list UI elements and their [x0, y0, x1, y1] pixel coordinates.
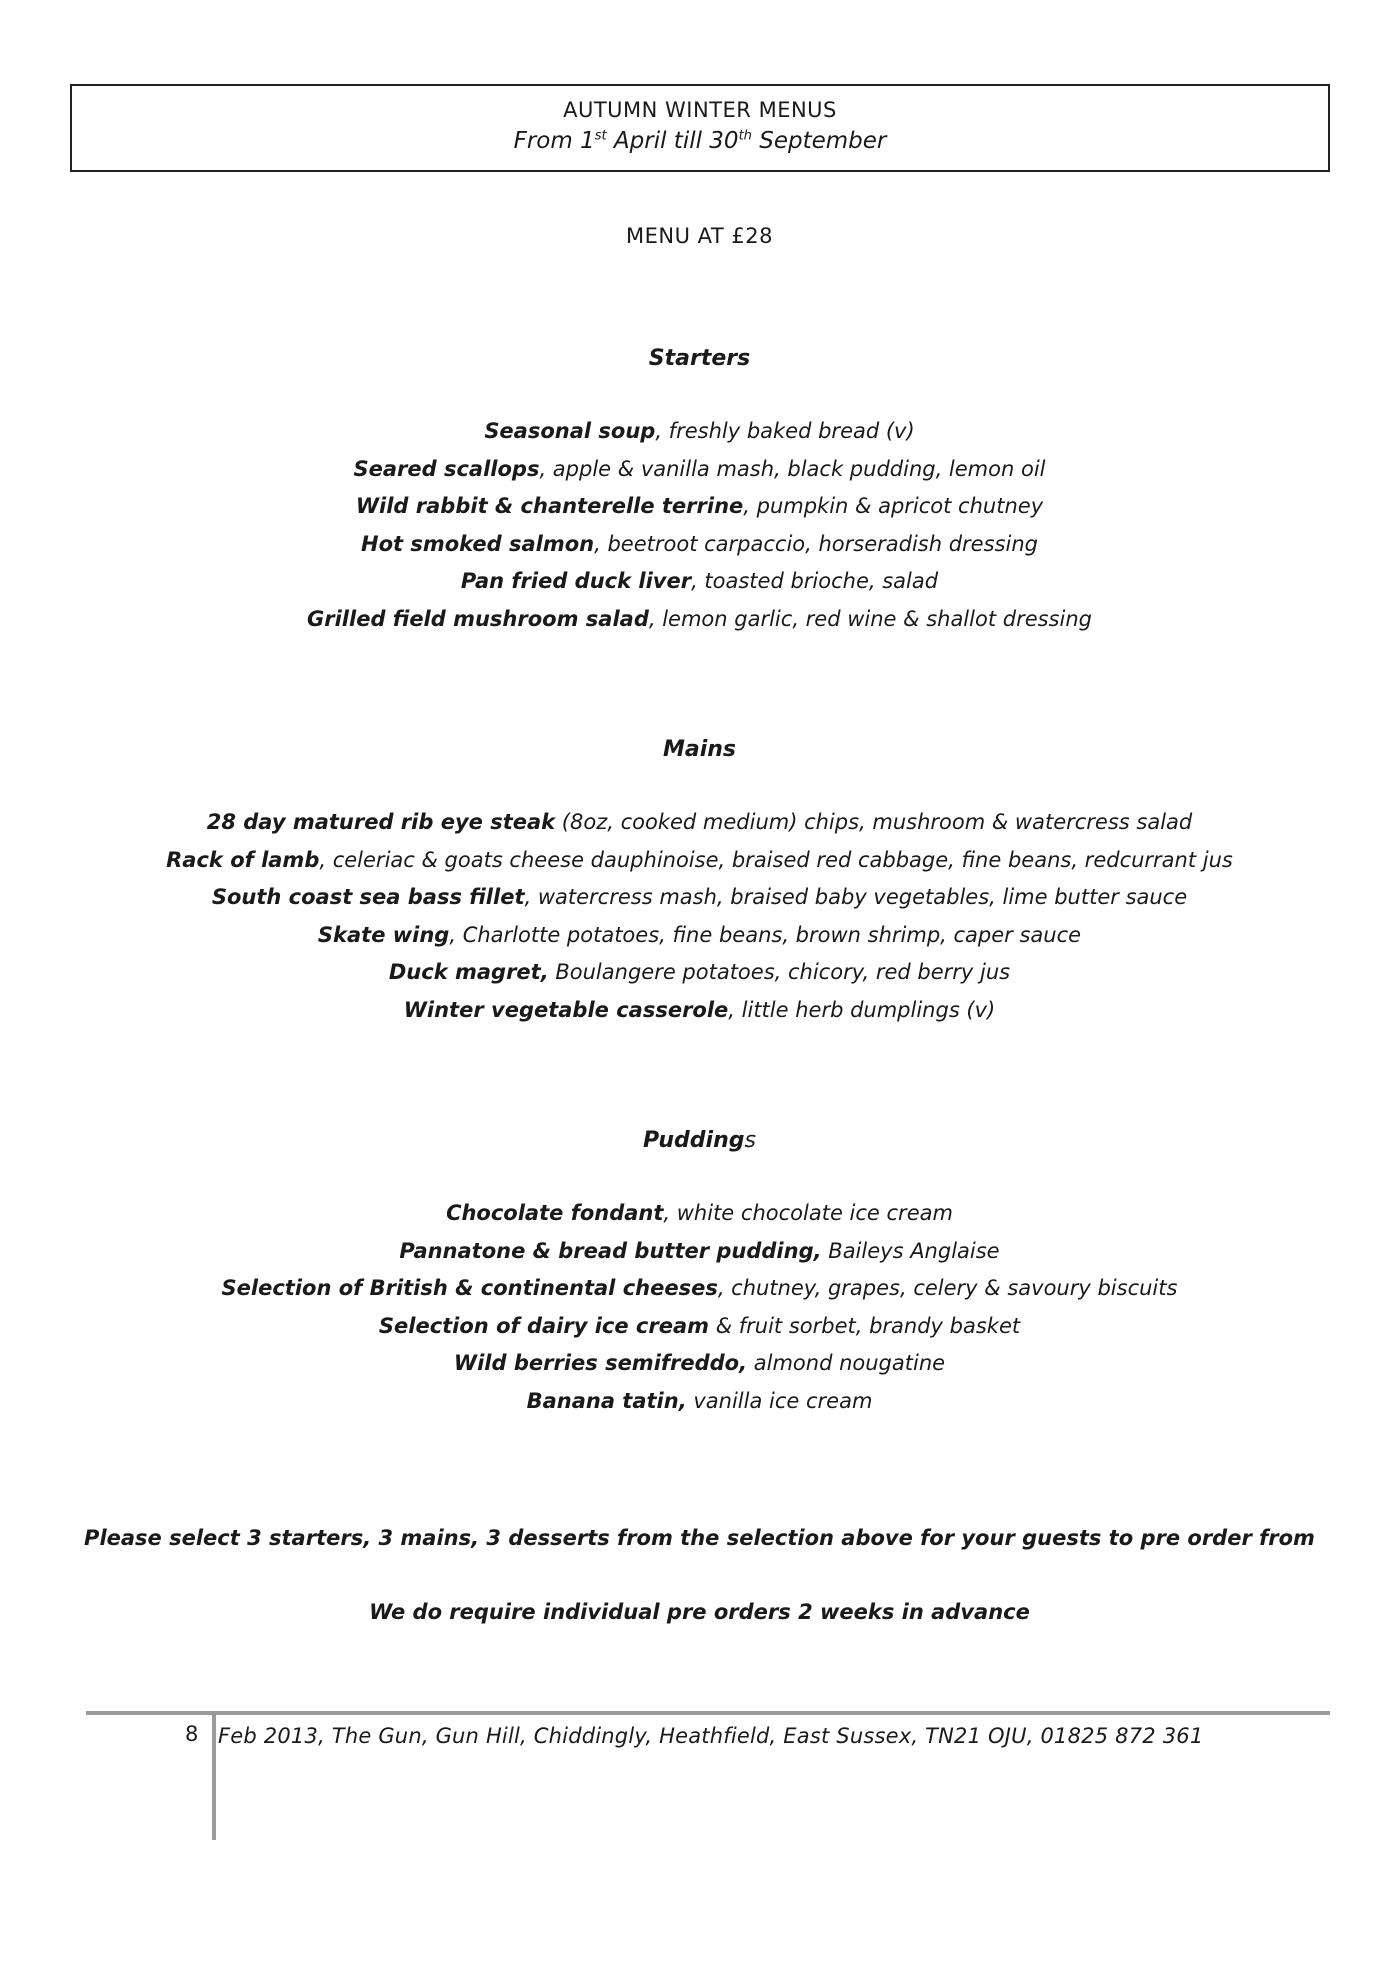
main-item — [0, 917, 1399, 955]
footer-address: Feb 2013, The Gun, Gun Hill, Chiddingly, Heathfield, East Sussex, TN21 OJU, 01825 872 361 — [218, 1724, 1204, 1748]
starter-item — [0, 526, 1399, 564]
preorder-note: We do require individual pre orders 2 weeks in advance — [369, 1600, 1030, 1624]
dish-description: , Charlotte potatoes, fine beans, brown shrimp, caper sauce — [449, 922, 1082, 947]
starter-item — [0, 413, 1399, 451]
dish-description: , lemon garlic, red wine & shallot dressing — [648, 606, 1092, 631]
dish-description: , chutney, grapes, celery & savoury biscuits — [717, 1276, 1178, 1300]
dish-description: , white chocolate ice cream — [663, 1201, 953, 1225]
pudding-item — [0, 1233, 1399, 1271]
dish-name: Pan fried duck liver — [460, 569, 692, 593]
dish-name: Wild rabbit & chanterelle terrine — [355, 494, 744, 518]
date-mid-text: April till 30 — [606, 128, 739, 154]
selection-note: Please select 3 starters, 3 mains, 3 desserts from the selection above for your guests to pre order from — [84, 1526, 1315, 1550]
main-item — [0, 954, 1399, 992]
date-from-text: From 1 — [513, 128, 595, 154]
menu-price: MENU AT £28 — [626, 224, 773, 248]
pudding-item — [0, 1270, 1399, 1308]
dish-description: , apple & vanilla mash, black pudding, lemon oil — [539, 456, 1046, 481]
dish-description: & fruit sorbet, brandy basket — [709, 1313, 1021, 1338]
puddings-section — [0, 1128, 1399, 1420]
dish-name: Selection of dairy ice cream — [378, 1313, 710, 1338]
puddings-heading-suffix: s — [744, 1128, 756, 1153]
puddings-heading-bold: Pudding — [643, 1128, 745, 1153]
dish-description: vanilla ice cream — [686, 1388, 873, 1413]
dish-description: almond nougatine — [747, 1351, 946, 1375]
dish-name: Banana tatin, — [526, 1388, 687, 1413]
starters-heading: Starters — [648, 346, 751, 371]
mains-heading: Mains — [662, 737, 737, 762]
menu-title-box — [70, 84, 1330, 172]
dish-name: Chocolate fondant — [446, 1201, 664, 1225]
dish-name: Winter vegetable casserole — [403, 997, 729, 1022]
starter-item — [0, 451, 1399, 489]
dish-name: Seasonal soup — [484, 419, 656, 443]
date-from-ordinal: st — [594, 128, 607, 144]
main-item — [0, 992, 1399, 1030]
menu-title: AUTUMN WINTER MENUS — [563, 98, 837, 122]
starter-item — [0, 563, 1399, 601]
dish-name: Skate wing — [317, 922, 450, 947]
main-item — [0, 804, 1399, 842]
dish-name: Seared scallops — [353, 456, 540, 481]
dish-description: Baileys Anglaise — [821, 1238, 1000, 1263]
footer-vertical-divider — [212, 1715, 216, 1840]
starters-section — [0, 346, 1399, 638]
dish-name: Selection of British & continental cheeses — [221, 1276, 718, 1300]
dish-description: Boulangere potatoes, chicory, red berry jus — [548, 960, 1011, 984]
dish-description: , beetroot carpaccio, horseradish dressing — [594, 531, 1038, 556]
pudding-item — [0, 1383, 1399, 1421]
menu-date-range — [72, 128, 1328, 154]
dish-name: Pannatone & bread butter pudding, — [399, 1238, 822, 1263]
date-to-ordinal: th — [738, 128, 752, 144]
dish-description: , celeriac & goats cheese dauphinoise, braised red cabbage, fine beans, redcurrant jus — [319, 847, 1233, 872]
dish-name: Hot smoked salmon — [361, 531, 595, 556]
dish-name: Duck magret, — [388, 960, 549, 984]
pudding-item — [0, 1195, 1399, 1233]
puddings-heading — [0, 1128, 1399, 1153]
starter-item — [0, 601, 1399, 639]
pudding-item — [0, 1308, 1399, 1346]
dish-name: Grilled field mushroom salad — [307, 606, 649, 631]
dish-name: South coast sea bass fillet — [211, 885, 525, 909]
main-item — [0, 879, 1399, 917]
dish-description: , little herb dumplings (v) — [728, 997, 996, 1022]
page-number: 8 — [185, 1722, 199, 1746]
mains-section — [0, 737, 1399, 1029]
dish-name: 28 day matured rib eye steak — [206, 810, 556, 834]
starter-item — [0, 488, 1399, 526]
dish-name: Rack of lamb — [166, 847, 320, 872]
dish-description: , watercress mash, braised baby vegetables, lime butter sauce — [524, 885, 1188, 909]
pudding-item — [0, 1345, 1399, 1383]
footer-divider — [86, 1711, 1330, 1715]
dish-description: , freshly baked bread (v) — [655, 419, 915, 443]
date-end-text: September — [751, 128, 887, 154]
dish-description: , toasted brioche, salad — [691, 569, 939, 593]
main-item — [0, 842, 1399, 880]
dish-name: Wild berries semifreddo, — [453, 1351, 748, 1375]
dish-description: , pumpkin & apricot chutney — [743, 494, 1044, 518]
dish-description: (8oz, cooked medium) chips, mushroom & watercress salad — [555, 810, 1193, 834]
